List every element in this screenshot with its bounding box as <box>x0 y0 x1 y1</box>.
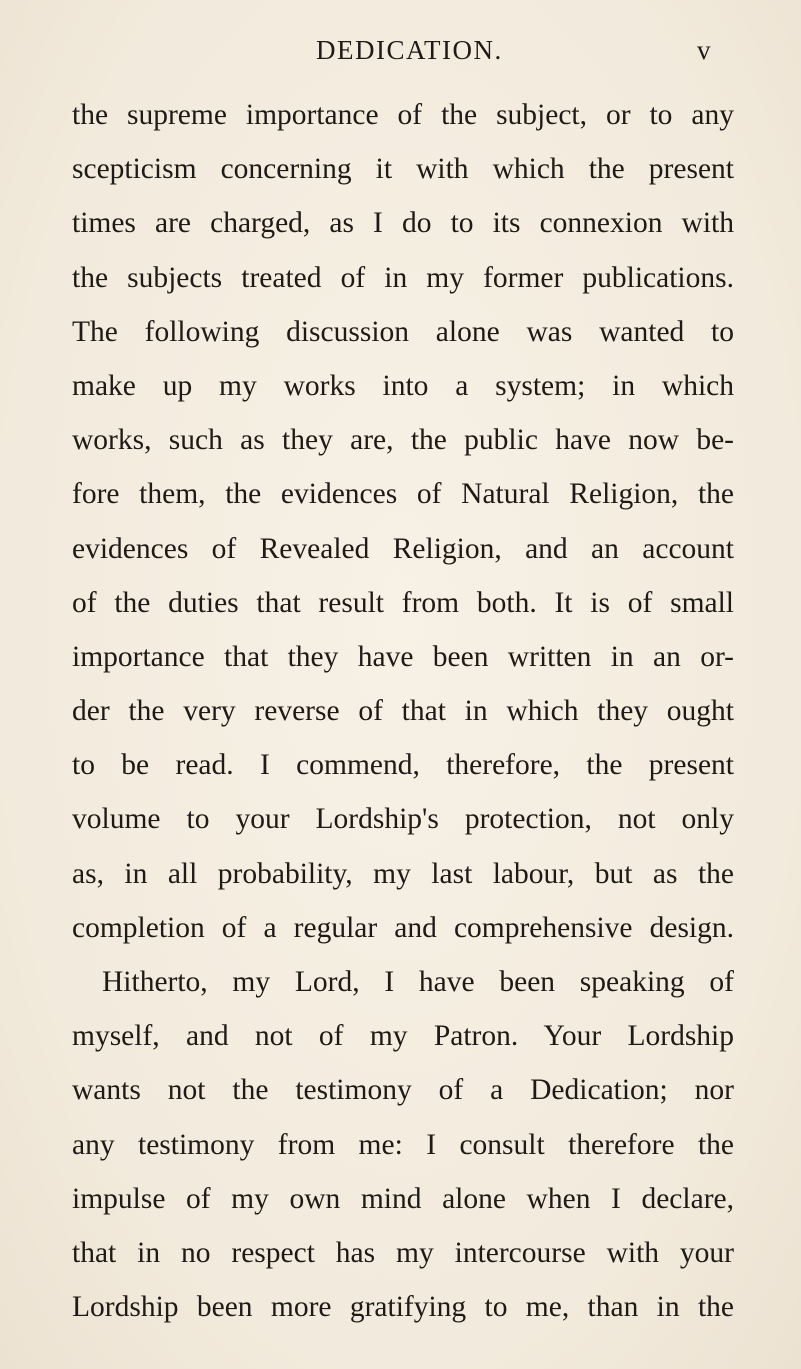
text-line: times are charged, as I do to its connexion with <box>72 207 734 240</box>
text-line: der the very reverse of that in which they ought <box>72 695 734 728</box>
text-line: Lordship been more gratifying to me, than in the <box>72 1291 734 1324</box>
text-line: The following discussion alone was wanted to <box>72 315 734 348</box>
text-line: scepticism concerning it with which the present <box>72 153 734 186</box>
text-line: fore them, the evidences of Natural Religion, the <box>72 478 734 511</box>
text-line: completion of a regular and comprehensive design. <box>72 911 734 944</box>
text-line: any testimony from me: I consult therefore the <box>72 1128 734 1161</box>
running-title: DEDICATION. <box>316 35 503 65</box>
text-line: myself, and not of my Patron. Your Lordship <box>72 1020 734 1053</box>
text-line-paragraph-start: Hitherto, my Lord, I have been speaking of <box>102 966 734 998</box>
text-line: volume to your Lordship's protection, not only <box>72 803 734 836</box>
page-number: v <box>697 35 711 65</box>
text-line: the supreme importance of the subject, or to any <box>72 99 734 131</box>
text-line: make up my works into a system; in which <box>72 369 734 402</box>
body-text <box>72 88 734 1334</box>
text-line: that in no respect has my intercourse with your <box>72 1236 734 1269</box>
text-line: importance that they have been written in an or- <box>72 640 734 673</box>
text-line: the subjects treated of in my former publications. <box>72 261 734 294</box>
text-line: evidences of Revealed Religion, and an account <box>72 532 734 565</box>
running-head <box>0 30 801 70</box>
text-line: impulse of my own mind alone when I declare, <box>72 1182 734 1215</box>
text-line: wants not the testimony of a Dedication; nor <box>72 1074 734 1107</box>
text-line: of the duties that result from both. It is of small <box>72 586 734 619</box>
text-line: works, such as they are, the public have now be- <box>72 424 734 457</box>
text-line: to be read. I commend, therefore, the present <box>72 749 734 782</box>
text-line: as, in all probability, my last labour, but as the <box>72 857 734 890</box>
